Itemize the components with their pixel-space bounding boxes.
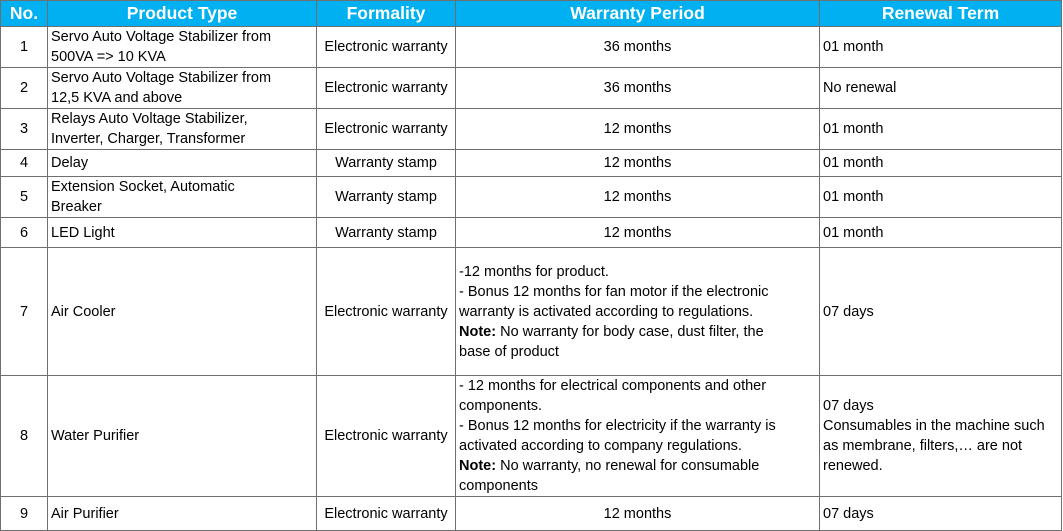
cell-warranty-period: 12 months xyxy=(456,497,820,531)
cell-formality: Warranty stamp xyxy=(317,177,456,218)
cell-line: Water Purifier xyxy=(51,428,140,444)
cell-line: - 12 months for electrical components and other xyxy=(459,378,767,394)
cell-no: 3 xyxy=(1,109,48,150)
note-label: Note: xyxy=(459,323,497,340)
cell-line: - Bonus 12 months for electricity if the warranty is xyxy=(459,418,776,434)
cell-formality: Electronic warranty xyxy=(317,497,456,531)
cell-formality: Electronic warranty xyxy=(317,68,456,109)
cell-line: Consumables in the machine such xyxy=(823,418,1045,434)
table-row xyxy=(1,218,1062,248)
header-no: No. xyxy=(1,1,48,27)
cell-line: Servo Auto Voltage Stabilizer from xyxy=(51,29,272,45)
cell-formality: Electronic warranty xyxy=(317,376,456,497)
cell-formality: Electronic warranty xyxy=(317,109,456,150)
cell-line: Servo Auto Voltage Stabilizer from xyxy=(51,70,272,86)
cell-line: 01 month xyxy=(823,121,884,137)
cell-line: Air Purifier xyxy=(51,505,119,522)
cell-warranty-period: 12 months xyxy=(456,177,820,218)
table-row xyxy=(1,68,1062,109)
cell-renewal-term xyxy=(820,68,1062,109)
cell-line: Delay xyxy=(51,155,89,171)
cell-warranty-period: 12 months xyxy=(456,109,820,150)
cell-warranty-period: 12 months xyxy=(456,150,820,177)
cell-renewal-term xyxy=(820,497,1062,531)
table-row xyxy=(1,497,1062,531)
cell-line: 01 month xyxy=(823,39,884,55)
cell-renewal-term xyxy=(820,376,1062,497)
note-text: No warranty, no renewal for consumable xyxy=(496,458,760,474)
cell-warranty-period: 12 months xyxy=(456,218,820,248)
cell-line: 01 month xyxy=(823,189,884,205)
table-row xyxy=(1,376,1062,497)
cell-no: 9 xyxy=(1,497,48,531)
cell-no: 8 xyxy=(1,376,48,497)
note-line xyxy=(459,322,816,342)
header-renewal-term: Renewal Term xyxy=(820,1,1062,27)
header-warranty-period: Warranty Period xyxy=(456,1,820,27)
cell-line: 01 month xyxy=(823,224,884,241)
cell-line: - Bonus 12 months for fan motor if the electronic xyxy=(459,283,769,300)
cell-no: 6 xyxy=(1,218,48,248)
cell-line: components. xyxy=(459,398,543,414)
cell-product-type xyxy=(48,248,317,376)
cell-line: Relays Auto Voltage Stabilizer, xyxy=(51,111,248,127)
cell-product-type xyxy=(48,177,317,218)
cell-line: 12,5 KVA and above xyxy=(51,90,183,106)
cell-line: Extension Socket, Automatic xyxy=(51,179,235,195)
cell-line: Air Cooler xyxy=(51,303,116,320)
cell-line: Breaker xyxy=(51,199,102,215)
cell-product-type xyxy=(48,68,317,109)
cell-line: Inverter, Charger, Transformer xyxy=(51,131,246,147)
cell-product-type xyxy=(48,218,317,248)
note-line: base of product xyxy=(459,343,559,360)
cell-renewal-term xyxy=(820,177,1062,218)
cell-line: 07 days xyxy=(823,398,874,414)
header-formality: Formality xyxy=(317,1,456,27)
cell-no: 2 xyxy=(1,68,48,109)
cell-renewal-term xyxy=(820,109,1062,150)
cell-renewal-term xyxy=(820,218,1062,248)
note-text: No warranty for body case, dust filter, the xyxy=(496,323,764,340)
table-body xyxy=(1,27,1062,531)
note-line xyxy=(459,456,816,476)
cell-no: 7 xyxy=(1,248,48,376)
cell-product-type xyxy=(48,497,317,531)
cell-line: activated according to company regulations. xyxy=(459,438,742,454)
cell-line: 01 month xyxy=(823,155,884,171)
cell-warranty-period xyxy=(456,376,820,497)
cell-no: 4 xyxy=(1,150,48,177)
cell-formality: Warranty stamp xyxy=(317,218,456,248)
header-product-type: Product Type xyxy=(48,1,317,27)
cell-product-type xyxy=(48,376,317,497)
cell-renewal-term xyxy=(820,27,1062,68)
cell-product-type xyxy=(48,27,317,68)
cell-line: warranty is activated according to regulations. xyxy=(459,303,754,320)
cell-line: renewed. xyxy=(823,458,883,474)
cell-product-type xyxy=(48,109,317,150)
cell-line: 07 days xyxy=(823,303,874,320)
table-row xyxy=(1,248,1062,376)
table-row xyxy=(1,177,1062,218)
cell-renewal-term xyxy=(820,150,1062,177)
cell-line: No renewal xyxy=(823,80,897,96)
cell-line: as membrane, filters,… are not xyxy=(823,438,1023,454)
cell-formality: Electronic warranty xyxy=(317,27,456,68)
header-row xyxy=(1,1,1062,27)
cell-line: LED Light xyxy=(51,224,115,241)
cell-product-type xyxy=(48,150,317,177)
cell-warranty-period: 36 months xyxy=(456,68,820,109)
cell-warranty-period: 36 months xyxy=(456,27,820,68)
cell-line: 07 days xyxy=(823,505,874,522)
table-row xyxy=(1,109,1062,150)
cell-formality: Electronic warranty xyxy=(317,248,456,376)
note-line: components xyxy=(459,478,538,494)
note-label: Note: xyxy=(459,458,497,474)
cell-line: -12 months for product. xyxy=(459,263,609,280)
cell-formality: Warranty stamp xyxy=(317,150,456,177)
table-row xyxy=(1,150,1062,177)
cell-warranty-period xyxy=(456,248,820,376)
cell-no: 5 xyxy=(1,177,48,218)
table-row xyxy=(1,27,1062,68)
cell-no: 1 xyxy=(1,27,48,68)
cell-line: 500VA => 10 KVA xyxy=(51,49,166,65)
cell-renewal-term xyxy=(820,248,1062,376)
